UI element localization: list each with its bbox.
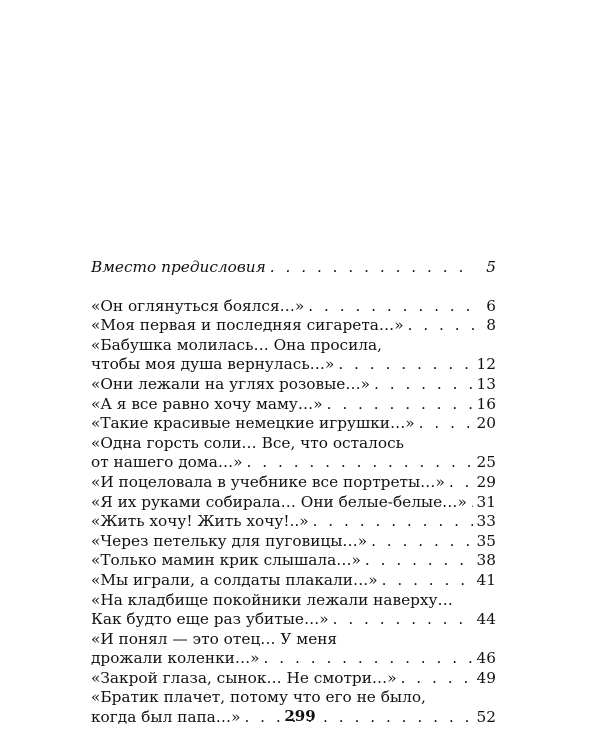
toc-entry-line: [91, 610, 496, 630]
dot-leader: [371, 532, 472, 552]
dot-leader: [449, 473, 473, 493]
dot-leader: [270, 258, 474, 278]
toc-entry: [91, 512, 496, 532]
toc-entry-page: 46: [476, 649, 496, 668]
toc-entry: [91, 551, 496, 571]
dot-leader: [382, 571, 473, 591]
dot-leader: [313, 512, 473, 532]
toc-entry-line: [91, 258, 496, 278]
toc-entry-page: 44: [476, 610, 496, 629]
toc-entry: [91, 493, 496, 513]
dot-leader: [419, 414, 473, 434]
toc-entry-title: «Бабушка молилась… Она просила,: [91, 335, 382, 354]
page-number: 299: [284, 707, 316, 725]
toc-entry-page: 52: [476, 708, 496, 727]
toc-entry-title: «Я их руками собирала… Они белые-белые…»: [91, 492, 467, 511]
toc-entry-line: [91, 551, 496, 571]
toc-entry-line: [91, 571, 496, 591]
toc-entry-page: 5: [486, 258, 496, 276]
toc-entry-page: 12: [476, 355, 496, 374]
toc-entry-page: 20: [476, 414, 496, 433]
toc-entry: [91, 258, 496, 278]
toc-entry-page: 35: [476, 531, 496, 550]
dot-leader: [333, 610, 473, 630]
toc-entry-line: [91, 532, 496, 552]
toc-entry-title: «На кладбище покойники лежали наверху…: [91, 590, 453, 609]
toc-entry: [91, 571, 496, 591]
toc-entry-page: 31: [476, 492, 496, 511]
toc-entry: [91, 473, 496, 493]
toc-entry-line: [91, 316, 496, 336]
toc-entry-page: 41: [476, 570, 496, 589]
dot-leader: [471, 493, 473, 513]
toc-entry-line: [91, 649, 496, 669]
toc-entry-line: [91, 512, 496, 532]
toc-entry: [91, 395, 496, 415]
dot-leader: [408, 316, 474, 336]
toc-entry-line: [91, 355, 496, 375]
toc-entry-page: 49: [476, 668, 496, 687]
toc-entry-line: [91, 453, 496, 473]
toc-entry-line: [91, 395, 496, 415]
toc-entry-title-continued: Как будто еще раз убитые…»: [91, 610, 329, 629]
toc-entry-title: «Одна горсть соли… Все, что осталось: [91, 433, 404, 452]
toc-entry-line: [91, 414, 496, 434]
dot-leader: [365, 551, 473, 571]
toc-entry-line: [91, 473, 496, 493]
toc-entry-page: 25: [476, 453, 496, 472]
toc-entry: [91, 591, 496, 630]
toc-entry-title: Вместо предисловия: [91, 258, 266, 276]
toc-entry: [91, 297, 496, 317]
toc-entry-line: [91, 297, 496, 317]
toc-entry-title: «Моя первая и последняя сигарета…»: [91, 316, 404, 335]
toc-entry: [91, 414, 496, 434]
toc-entry-title: «Жить хочу! Жить хочу!..»: [91, 512, 309, 531]
toc-entry: [91, 336, 496, 375]
toc-entry: [91, 316, 496, 336]
toc-entry: [91, 630, 496, 669]
toc-entry-title: «Они лежали на углях розовые…»: [91, 374, 370, 393]
toc-entry-title-continued: дрожали коленки…»: [91, 649, 260, 668]
toc-entry-page: 8: [486, 316, 496, 335]
toc-entry-page: 29: [476, 472, 496, 491]
toc-entry-line: [91, 375, 496, 395]
toc-entry-line: [91, 669, 496, 689]
toc-entry: [91, 669, 496, 689]
toc-entry-page: 33: [476, 512, 496, 531]
toc-entry: [91, 532, 496, 552]
toc-entry-title-continued: чтобы моя душа вернулась…»: [91, 355, 335, 374]
toc-entry-title: «А я все равно хочу маму…»: [91, 394, 323, 413]
dot-leader: [374, 375, 473, 395]
toc-entry: [91, 375, 496, 395]
dot-leader: [401, 669, 473, 689]
toc-entry: [91, 434, 496, 473]
dot-leader: [308, 297, 474, 317]
toc-entry-page: 13: [476, 374, 496, 393]
toc-entry-title: «Братик плачет, потому что его не было,: [91, 688, 426, 707]
toc-entry-title: «Только мамин крик слышала…»: [91, 551, 361, 570]
table-of-contents: [91, 258, 496, 728]
toc-entry-title: «Такие красивые немецкие игрушки…»: [91, 414, 415, 433]
dot-leader: [338, 355, 472, 375]
toc-entry-title-continued: от нашего дома…»: [91, 453, 243, 472]
toc-entry-title-continued: когда был папа…»: [91, 708, 241, 727]
toc-entry-page: 38: [476, 551, 496, 570]
dot-leader: [264, 649, 473, 669]
toc-entry-title: «И поцеловала в учебнике все портреты…»: [91, 472, 445, 491]
toc-entry-title: «Через петельку для пуговицы…»: [91, 531, 368, 550]
toc-entry-title: «Мы играли, а солдаты плакали…»: [91, 570, 378, 589]
toc-entry-page: 16: [476, 394, 496, 413]
toc-entry-title: «Закрой глаза, сынок… Не смотри…»: [91, 668, 397, 687]
dot-leader: [327, 395, 473, 415]
toc-entry-title: «Он оглянуться боялся…»: [91, 296, 305, 315]
toc-entry-page: 6: [486, 296, 496, 315]
dot-leader: [247, 453, 473, 473]
toc-entry-line: [91, 493, 496, 513]
toc-entry-title: «И понял — это отец… У меня: [91, 629, 338, 648]
